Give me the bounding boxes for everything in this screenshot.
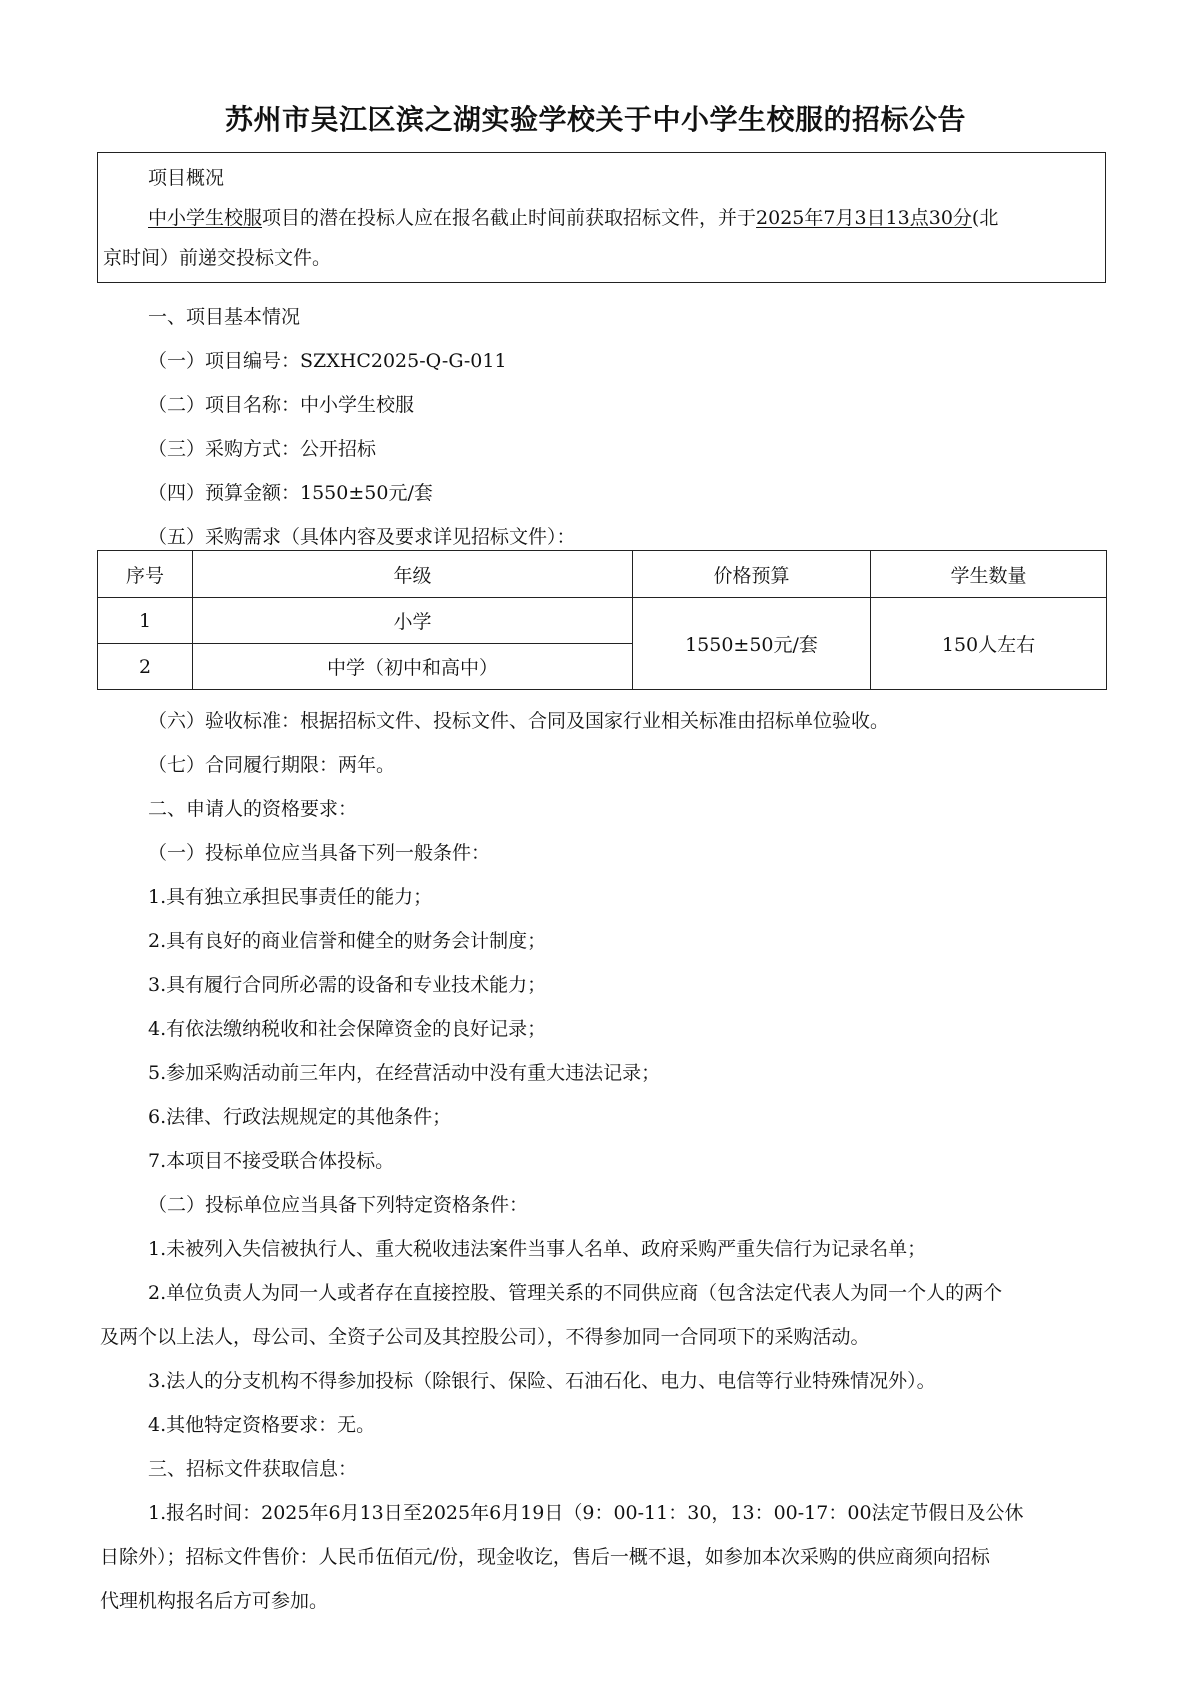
overview-heading: 项目概况: [148, 167, 225, 189]
header-count: 学生数量: [871, 551, 1107, 598]
row-no: 1: [98, 598, 193, 644]
section1-item-5: （五）采购需求（具体内容及要求详见招标文件）：: [148, 526, 576, 548]
row-grade: 小学: [193, 598, 633, 644]
overview-box: [97, 152, 1106, 283]
specific-item-3: 3.法人的分支机构不得参加投标（除银行、保险、石油石化、电力、电信等行业特殊情况外）。: [148, 1370, 936, 1392]
requirements-table: [97, 550, 1107, 690]
specific-heading: （二）投标单位应当具备下列特定资格条件：: [148, 1194, 529, 1216]
general-item-4: 4.有依法缴纳税收和社会保障资金的良好记录；: [148, 1018, 547, 1040]
general-item-1: 1.具有独立承担民事责任的能力；: [148, 886, 433, 908]
section2-heading: 二、申请人的资格要求：: [148, 798, 358, 820]
overview-text-1: 项目的潜在投标人应在报名截止时间前获取招标文件，并于: [262, 207, 757, 229]
section3-line-1: 1.报名时间：2025年6月13日至2025年6月19日（9：00-11：30，13：00-17：00法定节假日及公休: [148, 1502, 1024, 1524]
section1-heading: 一、项目基本情况: [148, 306, 301, 328]
general-item-5: 5.参加采购活动前三年内，在经营活动中没有重大违法记录；: [148, 1062, 661, 1084]
table-row: [98, 598, 1107, 644]
overview-deadline: 2025年7月3日13点30分: [756, 207, 972, 229]
section1-item-2: （二）项目名称：中小学生校服: [148, 394, 415, 416]
header-grade: 年级: [193, 551, 633, 598]
section3-line-2: 日除外）；招标文件售价：人民币伍佰元/份，现金收讫，售后一概不退，如参加本次采购的供应商须向招标: [100, 1546, 990, 1568]
section1-item-6: （六）验收标准：根据招标文件、投标文件、合同及国家行业相关标准由招标单位验收。: [148, 710, 890, 732]
specific-item-4: 4.其他特定资格要求：无。: [148, 1414, 376, 1436]
general-item-7: 7.本项目不接受联合体投标。: [148, 1150, 395, 1172]
general-item-6: 6.法律、行政法规规定的其他条件；: [148, 1106, 452, 1128]
table-header-row: [98, 551, 1107, 598]
specific-item-1: 1.未被列入失信被执行人、重大税收违法案件当事人名单、政府采购严重失信行为记录名单；: [148, 1238, 927, 1260]
header-price: 价格预算: [633, 551, 871, 598]
overview-line-2: 京时间）前递交投标文件。: [103, 247, 332, 269]
overview-line-1: [148, 203, 998, 230]
row-no: 2: [98, 644, 193, 690]
section3-line-3: 代理机构报名后方可参加。: [100, 1590, 329, 1612]
general-heading: （一）投标单位应当具备下列一般条件：: [148, 842, 491, 864]
general-item-2: 2.具有良好的商业信誉和健全的财务会计制度；: [148, 930, 547, 952]
specific-item-2: 2.单位负责人为同一人或者存在直接控股、管理关系的不同供应商（包含法定代表人为同一个人的两个: [148, 1282, 1003, 1304]
document-title: 苏州市吴江区滨之湖实验学校关于中小学生校服的招标公告: [224, 103, 966, 136]
specific-item-2-cont: 及两个以上法人，母公司、全资子公司及其控股公司），不得参加同一合同项下的采购活动。: [100, 1326, 870, 1348]
section3-heading: 三、招标文件获取信息：: [148, 1458, 358, 1480]
count-cell: 150人左右: [871, 598, 1107, 690]
section1-item-1: （一）项目编号：SZXHC2025-Q-G-011: [148, 350, 507, 372]
general-item-3: 3.具有履行合同所必需的设备和专业技术能力；: [148, 974, 547, 996]
price-cell: 1550±50元/套: [633, 598, 871, 690]
section1-item-3: （三）采购方式：公开招标: [148, 438, 377, 460]
overview-text-2: (北: [971, 207, 999, 229]
overview-project-name: 中小学生校服: [148, 207, 263, 229]
row-grade: 中学（初中和高中）: [193, 644, 633, 690]
section1-item-7: （七）合同履行期限：两年。: [148, 754, 396, 776]
section1-item-4: （四）预算金额：1550±50元/套: [148, 482, 433, 504]
header-no: 序号: [98, 551, 193, 598]
